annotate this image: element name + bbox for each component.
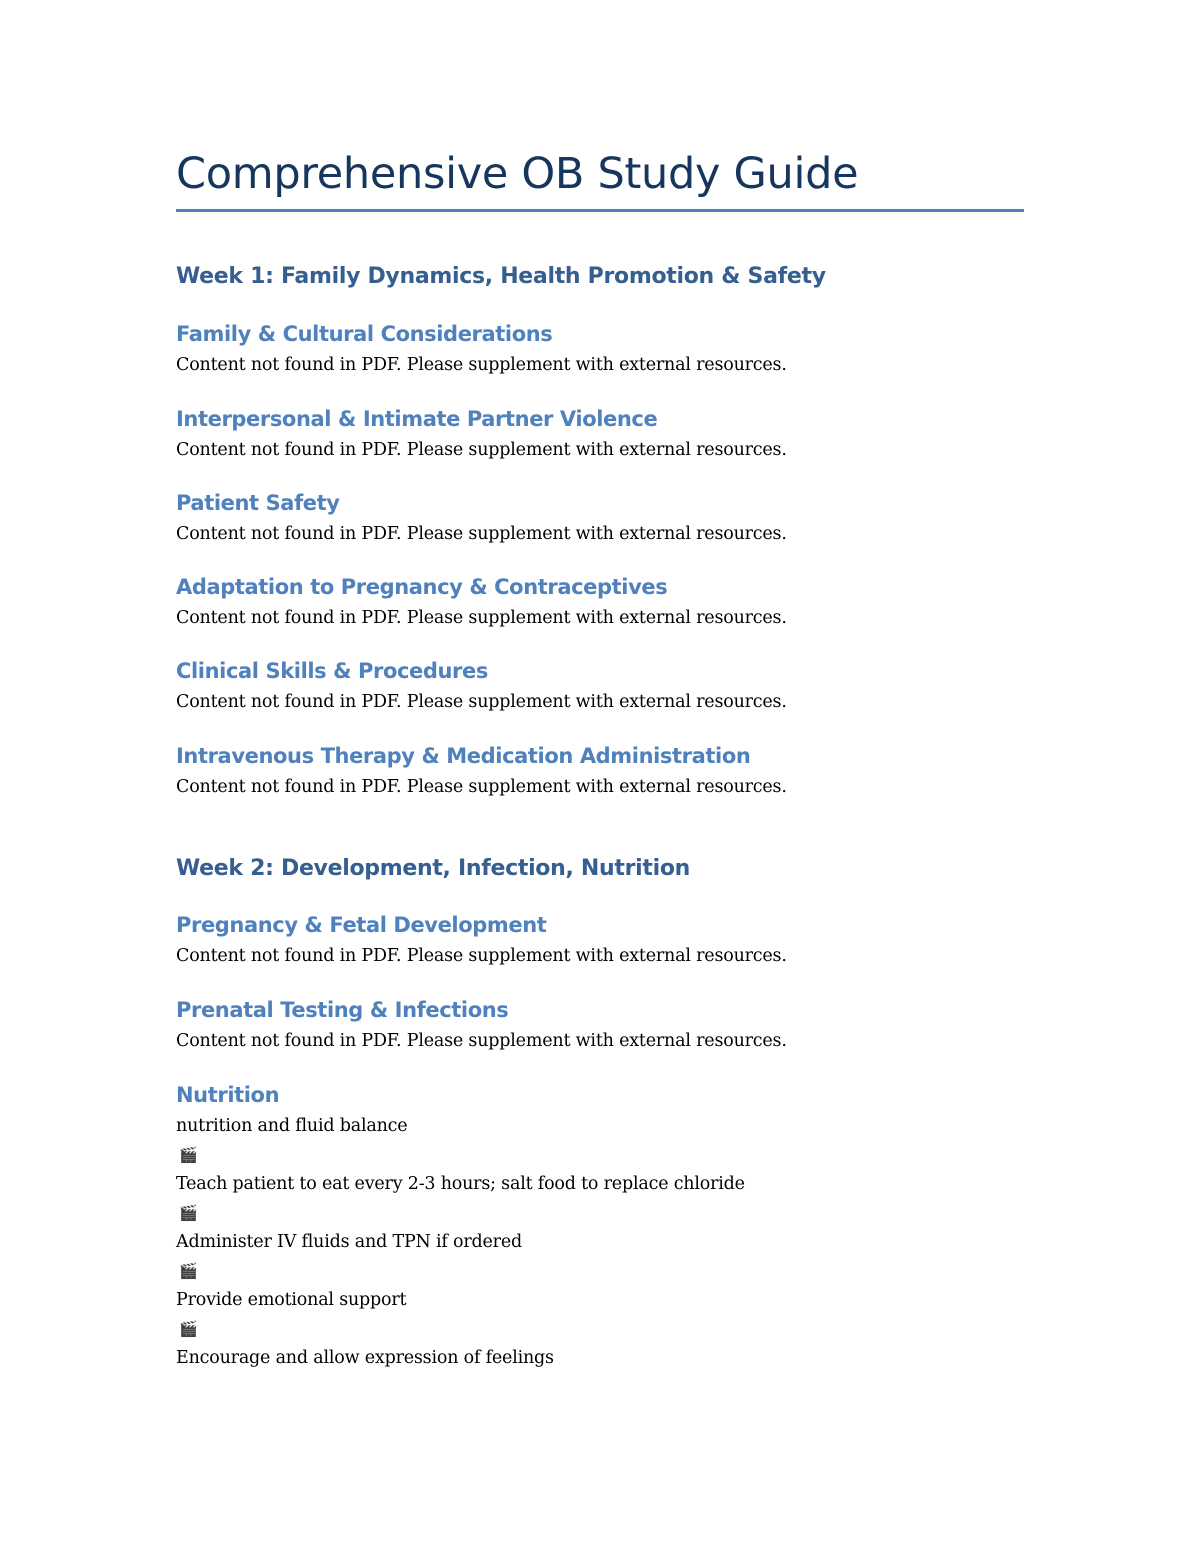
document-title: Comprehensive OB Study Guide <box>176 149 859 199</box>
nutrition-intro: nutrition and fluid balance <box>176 1116 408 1136</box>
week-2-section <box>176 854 1024 884</box>
topic-body: Content not found in PDF. Please supplement with external resources. <box>176 524 787 544</box>
bullet-line <box>176 1199 1024 1228</box>
topic-heading: Prenatal Testing & Infections <box>176 998 509 1022</box>
nutrition-heading: Nutrition <box>176 1083 280 1107</box>
clapperboard-icon: 🎬 <box>179 1146 198 1164</box>
topic-body: Content not found in PDF. Please supplement with external resources. <box>176 692 787 712</box>
nutrition-list <box>176 1112 1024 1373</box>
topic-patient-safety <box>176 488 1024 548</box>
topic-body: Content not found in PDF. Please supplement with external resources. <box>176 440 787 460</box>
topic-heading: Pregnancy & Fetal Development <box>176 913 547 937</box>
topic-heading: Adaptation to Pregnancy & Contraceptives <box>176 575 668 599</box>
topic-iv-therapy <box>176 741 1024 801</box>
topic-body: Content not found in PDF. Please supplement with external resources. <box>176 608 787 628</box>
topic-clinical-skills <box>176 656 1024 716</box>
topic-prenatal-testing <box>176 995 1024 1055</box>
bullet-line <box>176 1141 1024 1170</box>
week-1-section <box>176 262 1024 292</box>
topic-body: Content not found in PDF. Please supplement with external resources. <box>176 1031 787 1051</box>
topic-heading: Interpersonal & Intimate Partner Violence <box>176 407 658 431</box>
document-page <box>176 0 1024 1553</box>
nutrition-item: Encourage and allow expression of feelings <box>176 1348 554 1368</box>
topic-heading: Intravenous Therapy & Medication Administration <box>176 744 751 768</box>
bullet-line <box>176 1257 1024 1286</box>
topic-nutrition <box>176 1080 1024 1373</box>
topic-heading: Clinical Skills & Procedures <box>176 659 488 683</box>
week-2-heading: Week 2: Development, Infection, Nutrition <box>176 856 691 881</box>
topic-body: Content not found in PDF. Please supplement with external resources. <box>176 946 787 966</box>
week-1-heading: Week 1: Family Dynamics, Health Promotion & Safety <box>176 264 826 289</box>
topic-adaptation-pregnancy <box>176 572 1024 632</box>
topic-heading: Patient Safety <box>176 491 340 515</box>
topic-family-cultural <box>176 319 1024 379</box>
clapperboard-icon: 🎬 <box>179 1204 198 1222</box>
nutrition-item: Administer IV fluids and TPN if ordered <box>176 1232 523 1252</box>
nutrition-item: Provide emotional support <box>176 1290 407 1310</box>
topic-body: Content not found in PDF. Please supplement with external resources. <box>176 355 787 375</box>
topic-heading: Family & Cultural Considerations <box>176 322 553 346</box>
bullet-line <box>176 1315 1024 1344</box>
clapperboard-icon: 🎬 <box>179 1262 198 1280</box>
title-underline <box>176 209 1024 212</box>
topic-body: Content not found in PDF. Please supplement with external resources. <box>176 777 787 797</box>
topic-fetal-development <box>176 910 1024 970</box>
clapperboard-icon: 🎬 <box>179 1320 198 1338</box>
nutrition-item: Teach patient to eat every 2-3 hours; salt food to replace chloride <box>176 1174 745 1194</box>
topic-interpersonal-violence <box>176 404 1024 464</box>
